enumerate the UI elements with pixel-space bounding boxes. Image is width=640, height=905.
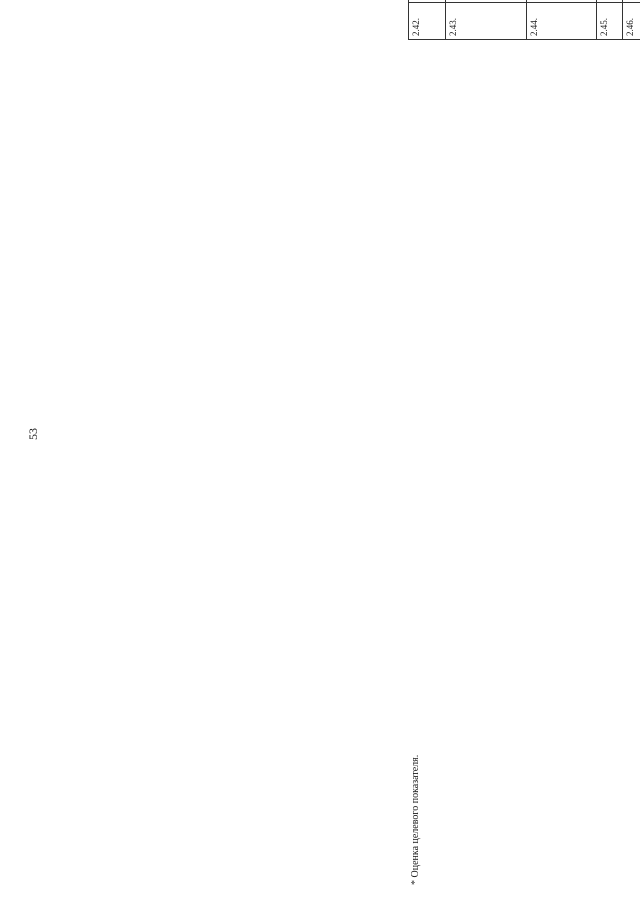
row-number: 2.42. <box>409 3 446 40</box>
indicator-name <box>596 0 623 3</box>
table-row <box>596 0 623 40</box>
footnote: * Оценка целевого показателя. <box>410 754 421 885</box>
row-number: 2.44. <box>526 3 596 40</box>
indicators-table <box>408 0 640 40</box>
table-row <box>409 0 446 40</box>
rotated-table-container <box>408 0 640 40</box>
row-number: 2.45. <box>596 3 623 40</box>
table-row <box>623 0 640 40</box>
table-row <box>446 0 527 40</box>
indicator-name <box>409 0 446 3</box>
row-number: 2.46. <box>623 3 640 40</box>
row-number: 2.43. <box>446 3 527 40</box>
table-row <box>526 0 596 40</box>
indicator-name <box>623 0 640 3</box>
indicator-name <box>526 0 596 3</box>
page-number: 53 <box>26 428 40 440</box>
indicator-name <box>446 0 527 3</box>
